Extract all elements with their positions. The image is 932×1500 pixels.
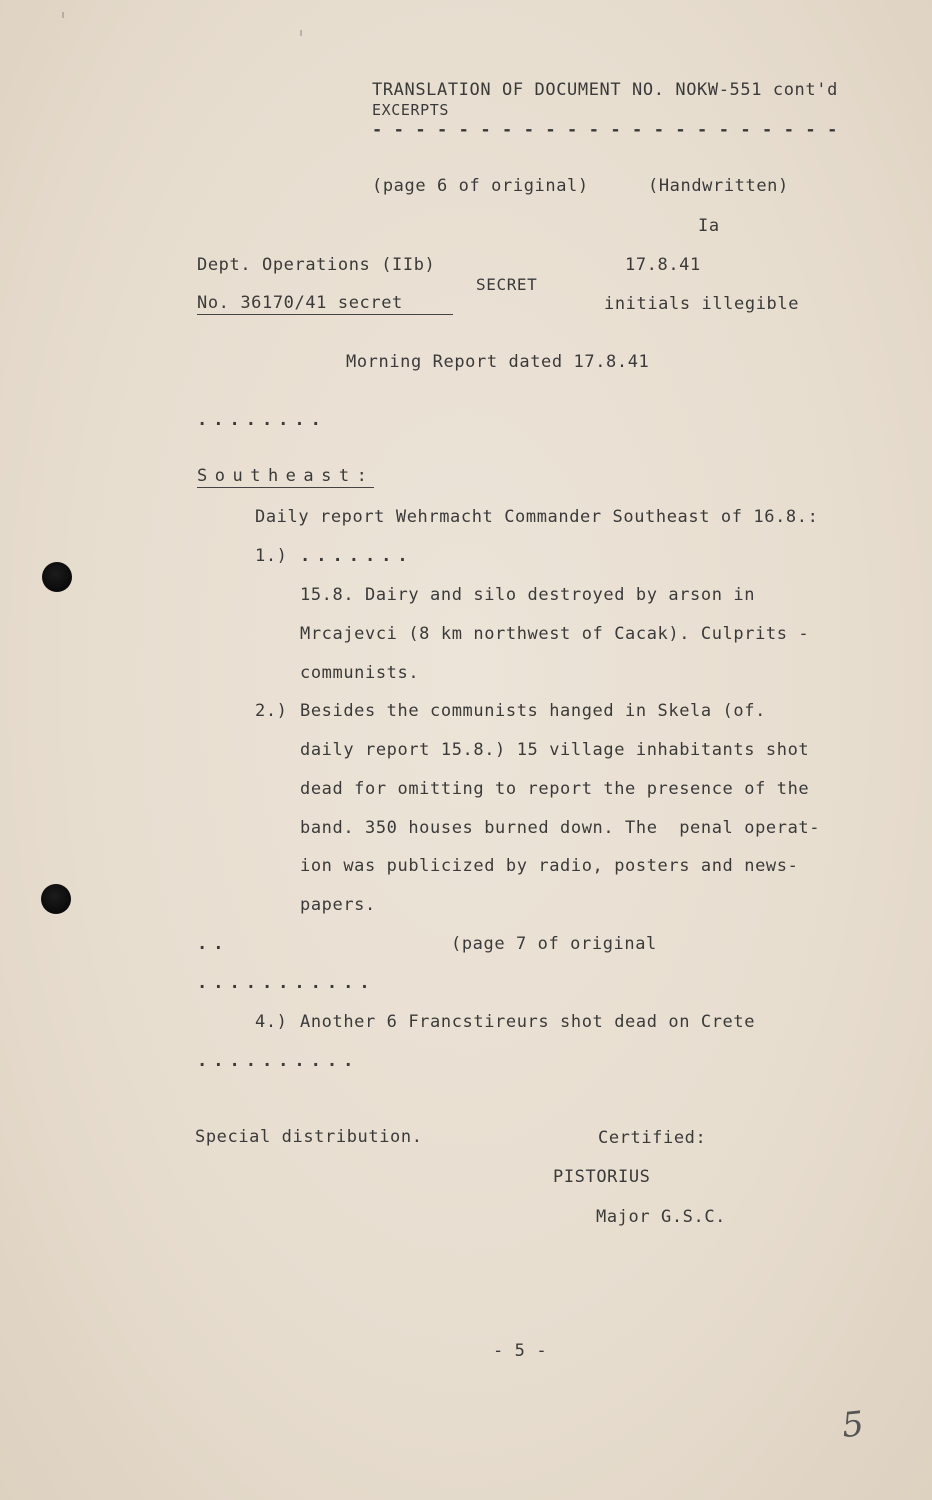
initials-note: initials illegible xyxy=(604,294,800,314)
item-2-label: 2.) xyxy=(255,701,288,721)
ellipsis: .. xyxy=(197,934,230,954)
classification: SECRET xyxy=(476,275,538,294)
item-2-line: Besides the communists hanged in Skela (of. xyxy=(300,701,766,721)
item-2-line: band. 350 houses burned down. The penal operat- xyxy=(300,818,821,838)
item-1-line: communists. xyxy=(300,663,420,683)
report-title: Morning Report dated 17.8.41 xyxy=(346,352,650,372)
ellipsis: ........ xyxy=(197,410,327,430)
department: Dept. Operations (IIb) xyxy=(197,255,436,275)
document-date: 17.8.41 xyxy=(625,255,701,275)
document-subtitle: EXCERPTS xyxy=(372,101,450,119)
handwritten-page-mark: 5 xyxy=(839,1403,866,1447)
signatory-name: PISTORIUS xyxy=(553,1167,651,1187)
paper-speck xyxy=(62,12,64,18)
item-1-dots: ....... xyxy=(300,546,414,566)
punch-hole xyxy=(41,884,71,914)
item-2-line: dead for omitting to report the presence of the xyxy=(300,779,810,799)
page-reference-top: (page 6 of original) xyxy=(372,176,589,196)
item-1-line: 15.8. Dairy and silo destroyed by arson in xyxy=(300,585,756,605)
item-1-line: Mrcajevci (8 km northwest of Cacak). Culprits - xyxy=(300,624,810,644)
punch-hole xyxy=(42,562,72,592)
section-heading: Southeast: xyxy=(197,466,375,486)
handwritten-note: (Handwritten) xyxy=(648,176,789,196)
signatory-rank: Major G.S.C. xyxy=(596,1207,727,1227)
intro-line: Daily report Wehrmacht Commander Southeast of 16.8.: xyxy=(255,507,819,527)
item-2-line: ion was publicized by radio, posters and news- xyxy=(300,856,799,876)
handwritten-value: Ia xyxy=(698,216,720,236)
item-2-line: daily report 15.8.) 15 village inhabitants shot xyxy=(300,740,810,760)
header-rule: - - - - - - - - - - - - - - - - - - - - - - xyxy=(372,120,838,140)
item-4-label: 4.) xyxy=(255,1012,288,1032)
page-number: - 5 - xyxy=(493,1341,548,1361)
item-2-line: papers. xyxy=(300,895,376,915)
distribution-note: Special distribution. xyxy=(195,1127,423,1147)
ellipsis: .......... xyxy=(197,1051,360,1071)
document-number: No. 36170/41 secret xyxy=(197,293,453,315)
item-1-label: 1.) xyxy=(255,546,288,566)
paper-speck xyxy=(300,30,302,36)
page-reference-mid: (page 7 of original xyxy=(451,934,657,954)
item-4-text: Another 6 Francstireurs shot dead on Crete xyxy=(300,1012,756,1032)
document-title: TRANSLATION OF DOCUMENT NO. NOKW-551 cont'd xyxy=(372,80,838,100)
certified-label: Certified: xyxy=(598,1128,707,1148)
ellipsis: ........... xyxy=(197,973,376,993)
